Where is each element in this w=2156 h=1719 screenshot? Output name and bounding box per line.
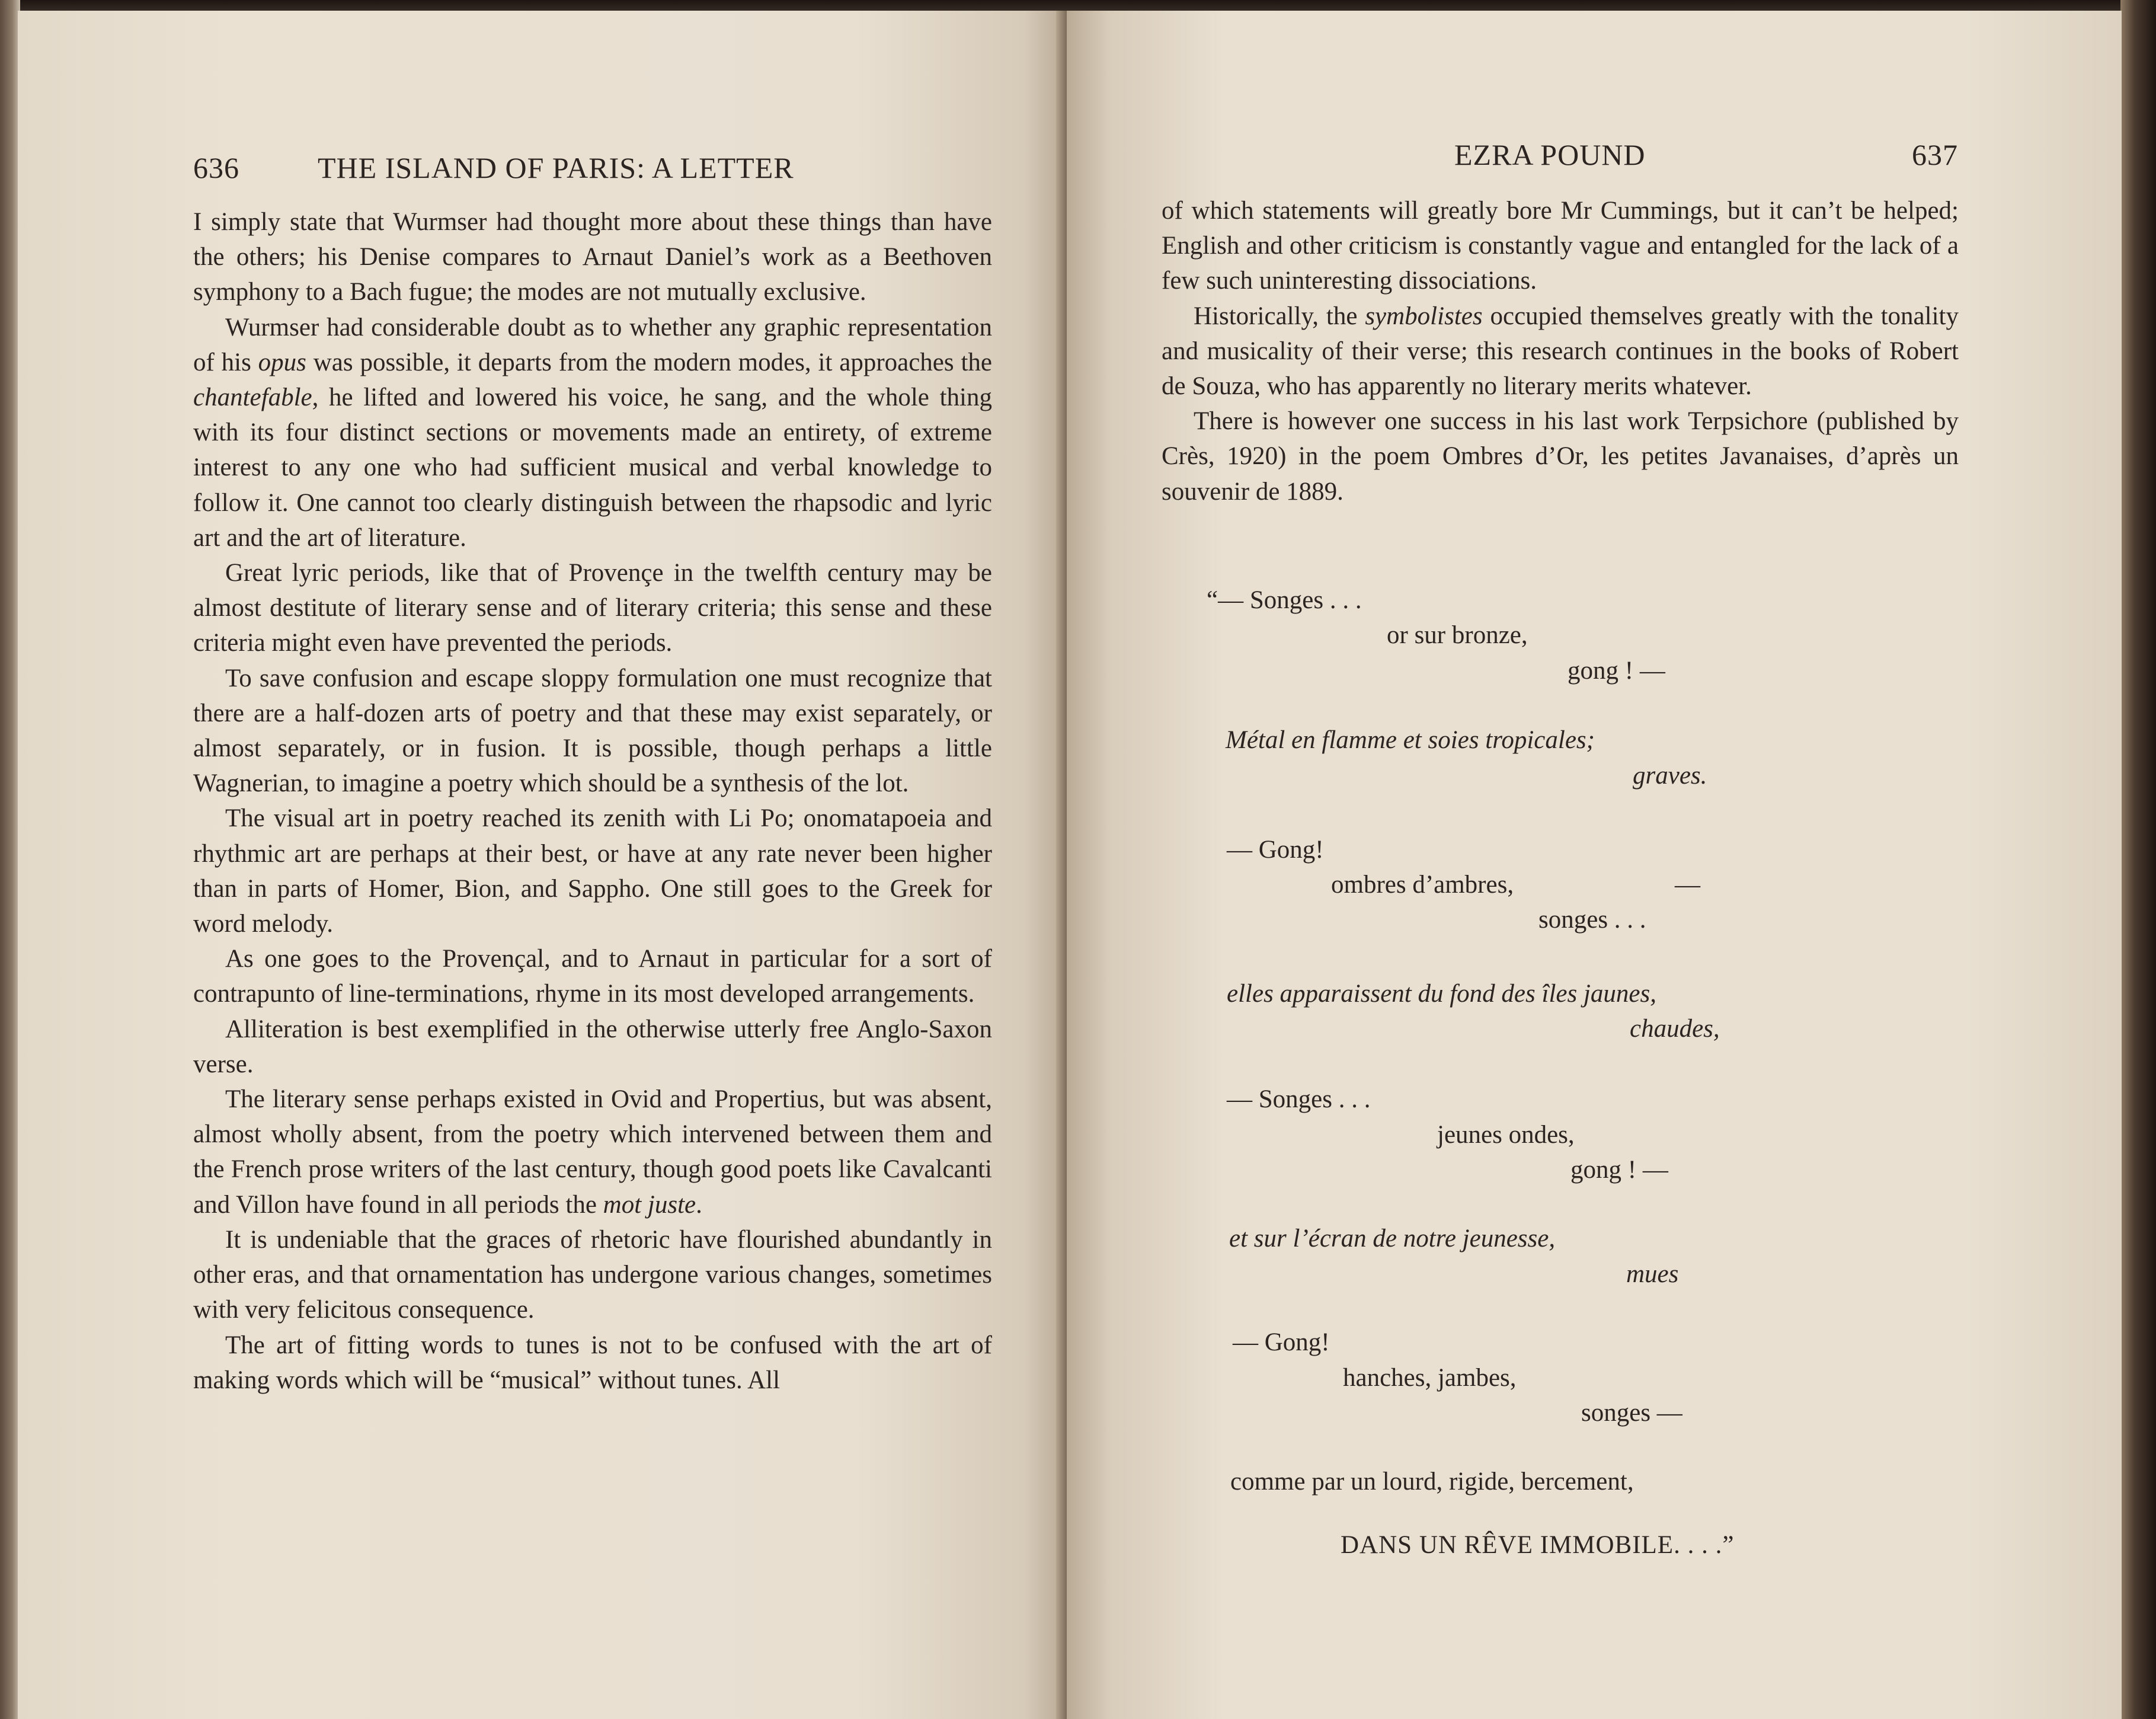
- poem-line: graves.: [1633, 762, 1707, 790]
- paragraph-text: To save confusion and escape sloppy formulation one must recognize that there are a half-dozen arts of poetry and that these may exist separately, or almost separately, or in fusion. It is possible, though perhaps a little Wagnerian, to imagine a poetry which should be a synthesis of the lot.: [193, 664, 992, 798]
- paragraph-text: It is undeniable that the graces of rhetoric have flourished abundantly in other eras, and that ornamentation has undergone various changes, sometimes with very felicitous consequence.: [193, 1225, 992, 1324]
- poem-line: et sur l’écran de notre jeunesse,: [1229, 1225, 1556, 1252]
- poem-line: songes —: [1581, 1399, 1682, 1427]
- paragraph-text: The visual art in poetry reached its zenith with Li Po; onomatapoeia and rhythmic art are perhaps at their best, or have at any rate never been higher than in parts of Homer, Bion, and Sappho. One still goes to the Greek for word melody.: [193, 804, 992, 938]
- poem-line: gong ! —: [1570, 1156, 1668, 1184]
- italic-text: opus: [258, 348, 306, 376]
- left-running-head: THE ISLAND OF PARIS: A LETTER: [318, 151, 794, 184]
- poem-line: Métal en flamme et soies tropicales;: [1226, 726, 1595, 754]
- poem-line: ombres d’ambres,: [1331, 871, 1514, 899]
- poem-line: comme par un lourd, rigide, bercement,: [1230, 1468, 1634, 1496]
- left-page-number: 636: [193, 151, 239, 184]
- paragraph-text: , he lifted and lowered his voice, he sang, and the whole thing with its four distinct sections or movements made an entirety, of extreme interest to any one who had sufficient musical and verbal knowledge to follow it. One cannot too clearly distinguish between the rhapsodic and lyric art and the art of literature.: [193, 384, 992, 552]
- poem-line: gong ! —: [1568, 657, 1665, 685]
- poem-line: chaudes,: [1630, 1015, 1720, 1043]
- poem-line: elles apparaissent du fond des îles jaunes,: [1227, 980, 1656, 1008]
- right-page-number: 637: [1912, 138, 1958, 171]
- paragraph-text: The literary sense perhaps existed in Ovid and Propertius, but was absent, almost wholly absent, from the poetry which intervened between them and the French prose writers of the last century, though good poets like Cavalcanti and Villon have found in all periods the: [193, 1085, 992, 1219]
- poem-line: jeunes ondes,: [1437, 1121, 1575, 1149]
- paragraph-text: Alliteration is best exemplified in the otherwise utterly free Anglo-Saxon verse.: [193, 1015, 992, 1078]
- poem-line: DANS UN RÊVE IMMOBILE. . . .”: [1341, 1531, 1735, 1559]
- paragraph-text: Historically, the: [1194, 302, 1365, 330]
- poem-line: mues: [1626, 1260, 1679, 1288]
- paragraph-text: Great lyric periods, like that of Provençe in the twelfth century may be almost destitute of literary sense and of literary criteria; this sense and these criteria might even have prevented the periods.: [193, 559, 992, 657]
- poem-line: —: [1675, 871, 1700, 899]
- italic-text: chantefable: [193, 384, 312, 412]
- italic-text: symbolistes: [1365, 302, 1483, 330]
- paragraph-text: Wurmser had considerable doubt as to whether any graphic representation of his: [193, 313, 992, 376]
- poem-line: hanches, jambes,: [1343, 1364, 1517, 1392]
- poem-line: — Gong!: [1227, 836, 1324, 864]
- poem-line: “— Songes . . .: [1207, 586, 1362, 614]
- poem-line: — Songes . . .: [1227, 1085, 1371, 1113]
- right-running-head: EZRA POUND: [1454, 138, 1646, 171]
- paragraph-text: .: [696, 1190, 702, 1219]
- paragraph-text: of which statements will greatly bore Mr Cummings, but it can’t be helped; English and other criticism is constantly vague and entangled for the lack of a few such uninteresting dissociations.: [1162, 197, 1959, 295]
- italic-text: mot juste: [603, 1190, 696, 1219]
- paragraph-text: was possible, it departs from the modern modes, it approaches the: [306, 348, 992, 376]
- poem-line: — Gong!: [1233, 1328, 1330, 1356]
- paragraph-text: The art of fitting words to tunes is not to be confused with the art of making words which will be “musical” without tunes. All: [193, 1331, 992, 1394]
- paragraph-text: There is however one success in his last work Terpsichore (published by Crès, 1920) in the poem Ombres d’Or, les petites Javanaises, d’après un souvenir de 1889.: [1162, 407, 1959, 506]
- paragraph-text: I simply state that Wurmser had thought more about these things than have the others; his Denise compares to Arnaut Daniel’s work as a Beethoven symphony to a Bach fugue; the modes are not mutually exclusive.: [193, 208, 992, 306]
- paragraph-text: As one goes to the Provençal, and to Arnaut in particular for a sort of contrapunto of line-terminations, rhyme in its most developed arrangements.: [193, 945, 992, 1008]
- poem-line: or sur bronze,: [1387, 621, 1528, 649]
- paragraph-text: occupied themselves greatly with the tonality and musicality of their verse; this research continues in the books of Robert de Souza, who has apparently no literary merits whatever.: [1162, 302, 1959, 401]
- poem-line: songes . . .: [1538, 906, 1646, 934]
